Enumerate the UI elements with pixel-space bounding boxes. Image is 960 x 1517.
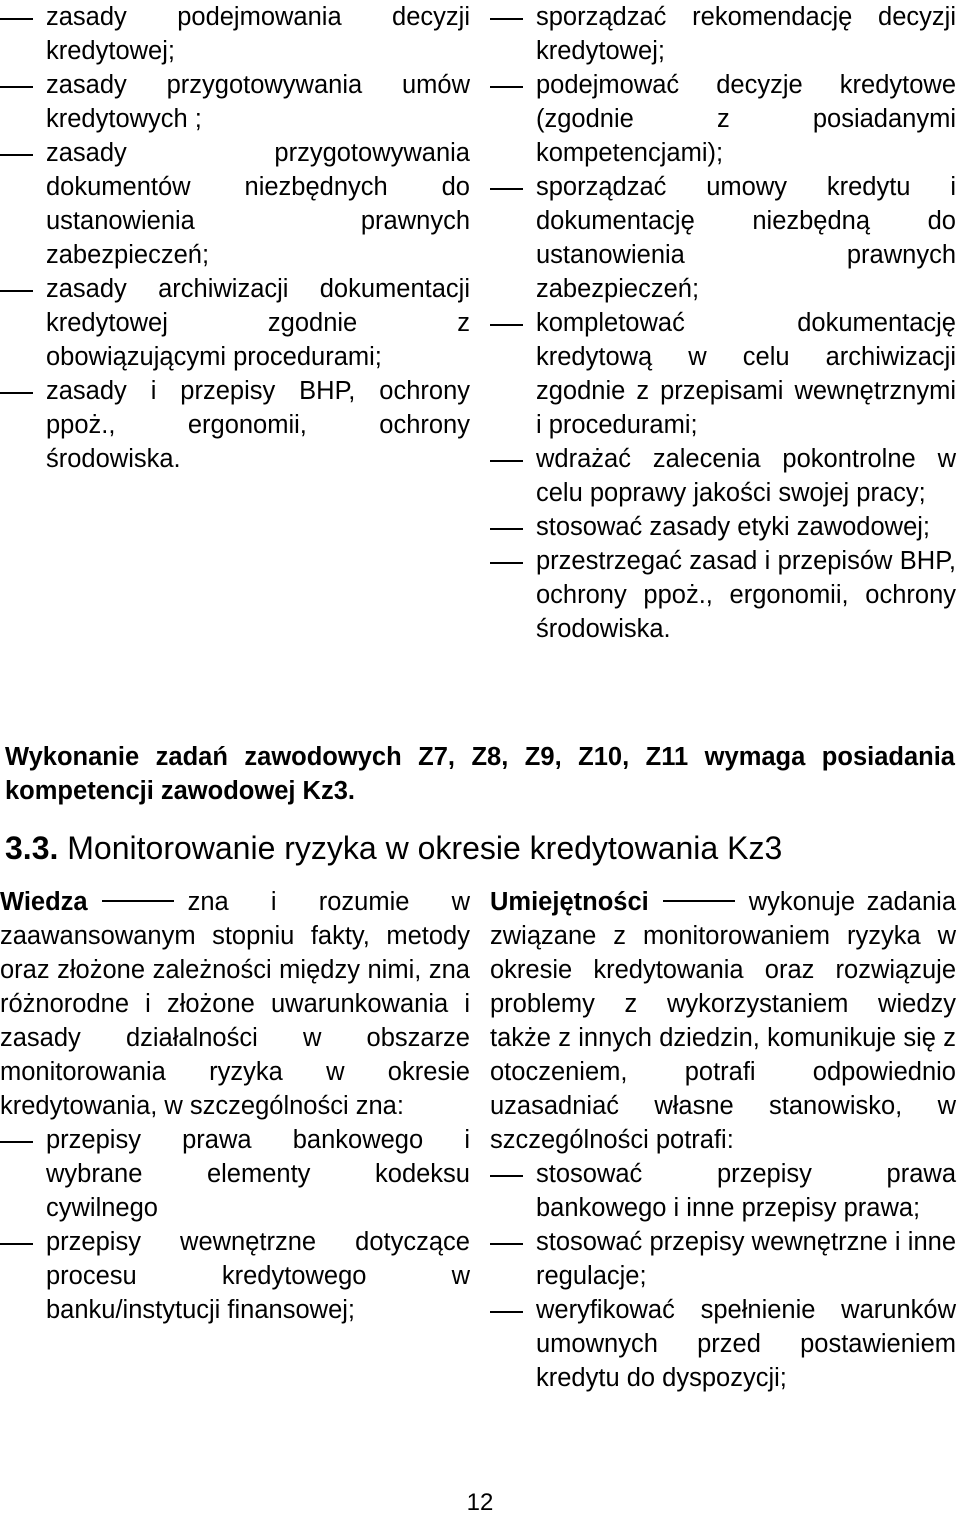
list-item: kompletować dokumentację kredytową w celu archiwizacji zgodnie z przepisami wewnętrznymi i procedurami; (490, 306, 956, 442)
list-item: stosować zasady etyki zawodowej; (490, 510, 956, 544)
dash-bullet-icon (0, 154, 33, 156)
list-item: sporządzać umowy kredytu i dokumentację niezbędną do ustanowienia prawnych zabezpieczeń; (490, 170, 956, 306)
dash-bullet-icon (490, 1311, 523, 1313)
dash-bullet-icon (490, 562, 523, 564)
section-title: Monitorowanie ryzyka w okresie kredytowania Kz3 (67, 830, 783, 866)
list-item: przepisy prawa bankowego i wybrane elementy kodeksu cywilnego (0, 1123, 470, 1225)
knowledge-intro (0, 885, 470, 1123)
skills-list (490, 1157, 956, 1395)
list-item: przepisy wewnętrzne dotyczące procesu kredytowego w banku/instytucji finansowej; (0, 1225, 470, 1327)
list-item: zasady przygotowywania umów kredytowych ; (0, 68, 470, 136)
dash-bullet-icon (490, 528, 523, 530)
knowledge-list (0, 1123, 470, 1327)
skills-items-list (490, 0, 956, 646)
dash-bullet-icon (0, 1141, 33, 1143)
list-item: sporządzać rekomendację decyzji kredytowej; (490, 0, 956, 68)
list-item: weryfikować spełnienie warunków umownych przed postawieniem kredytu do dyspozycji; (490, 1293, 956, 1395)
list-item: podejmować decyzje kredytowe (zgodnie z posiadanymi kompetencjami); (490, 68, 956, 170)
skills-list-continued (490, 0, 956, 646)
page-number: 12 (466, 1489, 494, 1516)
list-item: stosować przepisy prawa bankowego i inne przepisy prawa; (490, 1157, 956, 1225)
dash-bullet-icon (0, 1243, 33, 1245)
section-heading (5, 828, 955, 868)
dash-bullet-icon (0, 86, 33, 88)
list-item: zasady archiwizacji dokumentacji kredytowej zgodnie z obowiązującymi procedurami; (0, 272, 470, 374)
knowledge-intro-text: zna i rozumie w zaawansowanym stopniu fakty, metody oraz złożone zależności między nimi, zna różnorodne i złożone uwarunkowania i zasady działalności w obszarze monitorowania ryzyka w okresie kredytowania, w szczególności zna: (0, 888, 470, 1120)
skills-intro-text: wykonuje zadania związane z monitorowaniem ryzyka w okresie kredytowania oraz rozwiązuje problemy z wykorzystaniem wiedzy także z innych dziedzin, komunikuje się z otoczeniem, potrafi odpowiednio uzasadniać własne stanowisko, w szczególności potrafi: (490, 888, 956, 1154)
dash-bullet-icon (490, 1243, 523, 1245)
skills-section (490, 885, 956, 1395)
list-item: zasady podejmowania decyzji kredytowej; (0, 0, 470, 68)
section-number: 3.3. (5, 830, 59, 866)
skills-label: Umiejętności (490, 888, 649, 916)
dash-bullet-icon (490, 18, 523, 20)
dash-bullet-icon (0, 392, 33, 394)
dash-bullet-icon (490, 324, 523, 326)
knowledge-list-continued (0, 0, 470, 476)
list-item: stosować przepisy wewnętrzne i inne regulacje; (490, 1225, 956, 1293)
dash-bullet-icon (490, 460, 523, 462)
list-item: zasady i przepisy BHP, ochrony ppoż., ergonomii, ochrony środowiska. (0, 374, 470, 476)
list-item: przestrzegać zasad i przepisów BHP, ochrony ppoż., ergonomii, ochrony środowiska. (490, 544, 956, 646)
knowledge-items-list (0, 0, 470, 476)
dash-bullet-icon (0, 18, 33, 20)
dash-separator-icon (102, 900, 174, 902)
list-item: zasady przygotowywania dokumentów niezbędnych do ustanowienia prawnych zabezpieczeń; (0, 136, 470, 272)
dash-bullet-icon (490, 1175, 523, 1177)
dash-separator-icon (663, 900, 735, 902)
knowledge-label: Wiedza (0, 888, 88, 916)
dash-bullet-icon (490, 86, 523, 88)
knowledge-section (0, 885, 470, 1327)
list-item: wdrażać zalecenia pokontrolne w celu poprawy jakości swojej pracy; (490, 442, 956, 510)
dash-bullet-icon (490, 188, 523, 190)
dash-bullet-icon (0, 290, 33, 292)
skills-intro (490, 885, 956, 1157)
competence-requirement-statement: Wykonanie zadań zawodowych Z7, Z8, Z9, Z10, Z11 wymaga posiadania kompetencji zawodowej Kz3. (5, 743, 955, 805)
